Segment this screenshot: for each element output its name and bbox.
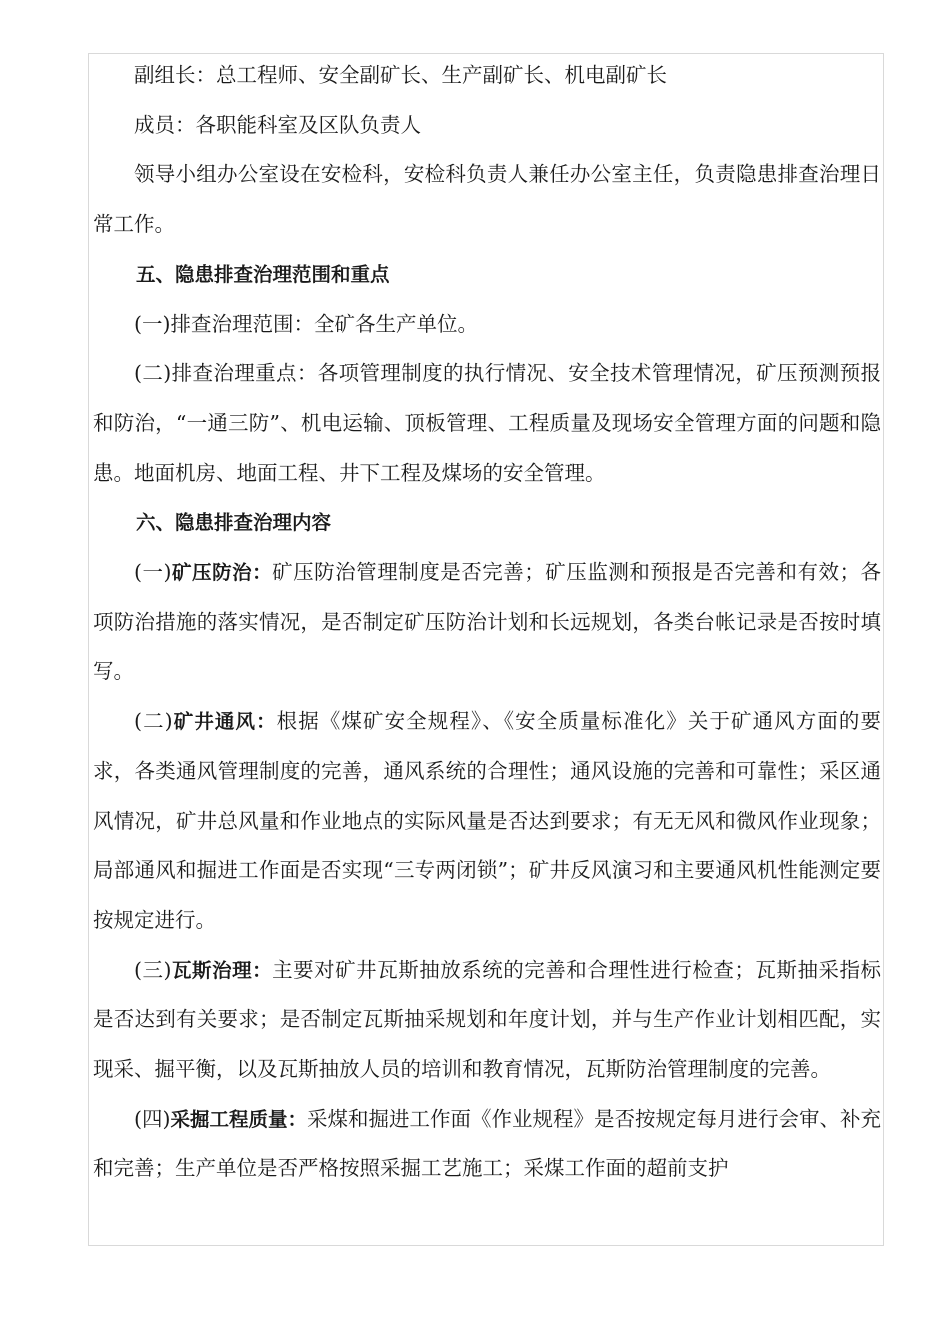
item-prefix: (三) bbox=[134, 957, 172, 982]
item-keyword: 矿压防治： bbox=[171, 561, 273, 585]
item-text: 矿压防治管理制度是否完善；矿压监测和预报是否完善和有效；各项防治措施的落实情况，是否制定矿压防治计划和长远规划，各类台帐记录是否按时填写。 bbox=[93, 560, 882, 684]
document-page bbox=[88, 53, 884, 1246]
paragraph-deputy-leaders: 副组长：总工程师、安全副矿长、生产副矿长、机电副矿长 bbox=[134, 63, 667, 87]
document-body bbox=[93, 54, 881, 1194]
paragraph-scope: (一)排查治理范围：全矿各生产单位。 bbox=[134, 311, 478, 336]
item-keyword: 矿井通风： bbox=[172, 710, 277, 734]
item-prefix: (二) bbox=[134, 709, 173, 734]
item-prefix: (四) bbox=[134, 1106, 171, 1131]
paragraph-members: 成员：各职能科室及区队负责人 bbox=[134, 112, 421, 137]
paragraph-gas-control bbox=[93, 946, 881, 1095]
paragraph-ventilation bbox=[93, 697, 881, 946]
item-text: 采煤和掘进工作面《作业规程》是否按规定每月进行会审、补充和完善；生产单位是否严格按照采掘工艺施工；采煤工作面的超前支护 bbox=[93, 1106, 882, 1181]
section-heading-scope: 五、隐患排查治理范围和重点 bbox=[136, 262, 390, 286]
paragraph-office: 领导小组办公室设在安检科，安检科负责人兼任办公室主任，负责隐患排查治理日常工作。 bbox=[93, 162, 881, 237]
paragraph-key-points: (二)排查治理重点：各项管理制度的执行情况、安全技术管理情况，矿压预测预报和防治，“一通三防”、机电运输、顶板管理、工程质量及现场安全管理方面的问题和隐患。地面机房、地面工程、井下工程及煤场的安全管理。 bbox=[93, 361, 881, 485]
section-heading-content: 六、隐患排查治理内容 bbox=[136, 511, 332, 535]
paragraph-ground-pressure bbox=[93, 548, 881, 697]
paragraph-mining-quality bbox=[93, 1095, 881, 1194]
item-text: 根据《煤矿安全规程》、《安全质量标准化》关于矿通风方面的要求，各类通风管理制度的完善，通风系统的合理性；通风设施的完善和可靠性；采区通风情况，矿井总风量和作业地点的实际风量是否达到要求；有无无风和微风作业现象；局部通风和掘进工作面是否实现“三专两闭锁”；矿井反风演习和主要通风机性能测定要按规定进行。 bbox=[93, 709, 881, 932]
item-keyword: 采掘工程质量： bbox=[170, 1107, 308, 1131]
item-prefix: (一) bbox=[134, 560, 172, 585]
item-text: 主要对矿井瓦斯抽放系统的完善和合理性进行检查；瓦斯抽采指标是否达到有关要求；是否制定瓦斯抽采规划和年度计划，并与生产作业计划相匹配，实现采、掘平衡，以及瓦斯抽放人员的培训和教育情况，瓦斯防治管理制度的完善。 bbox=[93, 957, 882, 1082]
item-keyword: 瓦斯治理： bbox=[171, 958, 273, 982]
